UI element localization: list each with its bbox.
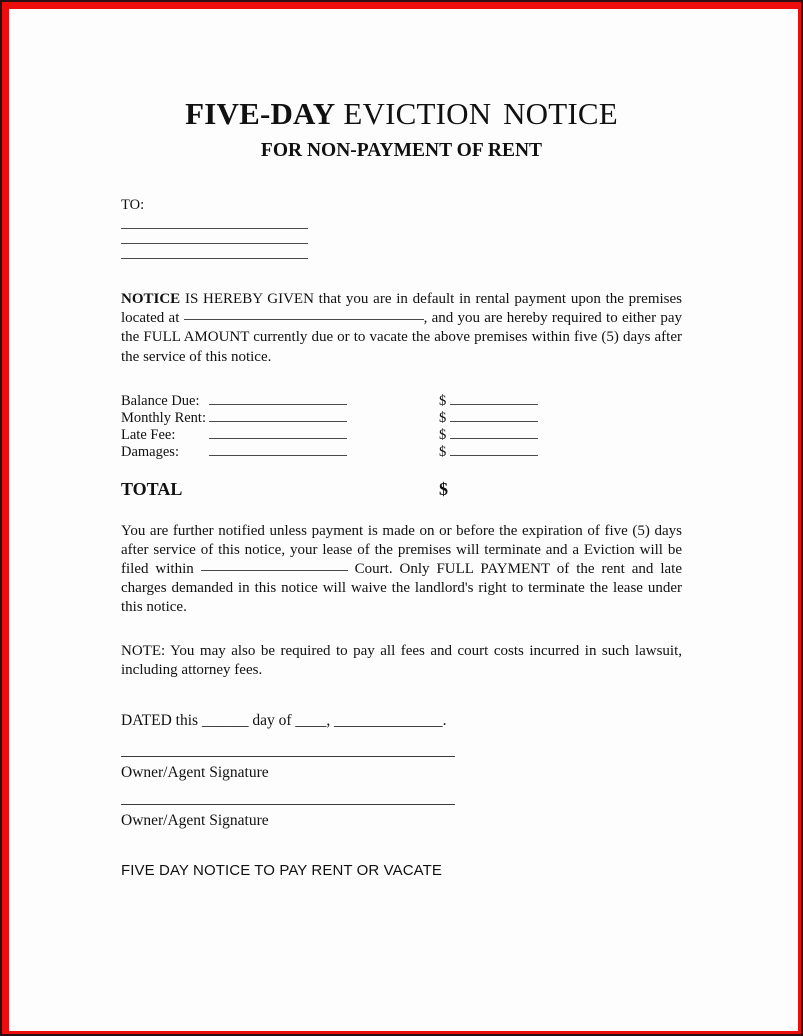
recipient-blank-line-1[interactable] — [121, 228, 308, 229]
signature-label-2: Owner/Agent Signature — [121, 812, 269, 830]
further-notice-paragraph — [121, 500, 682, 618]
amount-row-monthly-rent — [121, 409, 682, 426]
currency-symbol: $ — [439, 392, 447, 409]
amount-label: Late Fee: — [121, 426, 176, 443]
note-paragraph: NOTE: You may also be required to pay all fees and court costs incurred in such lawsuit, including attorney fees. — [121, 642, 682, 678]
signature-block-1 — [121, 730, 682, 782]
eviction-notice-document — [121, 0, 682, 879]
further-text-after-blank: Court. Only FULL PAYMENT of the rent and late charges demanded in this notice will waive the landlord's right to terminate the lease under this notice. — [121, 561, 682, 616]
amount-blank-line[interactable] — [209, 426, 347, 439]
amount-label: Damages: — [121, 443, 179, 460]
total-currency-symbol: $ — [439, 478, 448, 499]
signature-label-1: Owner/Agent Signature — [121, 764, 269, 782]
premises-address-blank[interactable] — [184, 319, 424, 320]
amount-blank-line[interactable] — [209, 392, 347, 405]
recipient-blank-lines — [121, 214, 682, 259]
court-name-blank[interactable] — [201, 570, 348, 571]
amounts-table — [121, 367, 682, 500]
recipient-blank-line-3[interactable] — [121, 258, 308, 259]
title-spacer — [491, 96, 503, 131]
amount-blank-line[interactable] — [209, 443, 347, 456]
amount-row-damages — [121, 443, 682, 460]
currency-symbol: $ — [439, 409, 447, 426]
dated-line: DATED this ______ day of ____, ______________. — [121, 712, 447, 730]
total-label: TOTAL — [121, 478, 183, 499]
further-text-before-blank: You are further notified unless payment is made on or before the expiration of five (5) days after service of this notice, your lease of the premises will terminate and a Eviction will be filed within — [121, 522, 682, 578]
amount-blank-line[interactable] — [209, 409, 347, 422]
amount-value-blank[interactable] — [450, 426, 538, 439]
page-subtitle: FOR NON-PAYMENT OF RENT — [260, 139, 543, 161]
amount-row-late-fee — [121, 426, 682, 443]
recipient-blank-line-2[interactable] — [121, 243, 308, 244]
amount-row-total — [121, 460, 682, 500]
notice-paragraph — [121, 273, 682, 367]
amount-value-blank[interactable] — [450, 409, 538, 422]
currency-symbol: $ — [439, 426, 447, 443]
page-title — [121, 0, 682, 131]
notice-text-before-blank: IS HEREBY GIVEN that you are in default in rental payment upon the premises located at — [121, 290, 682, 327]
footer-caption: FIVE DAY NOTICE TO PAY RENT OR VACATE — [121, 862, 442, 880]
amount-label: Monthly Rent: — [121, 409, 206, 426]
title-bold-segment: FIVE-DAY — [185, 96, 336, 131]
title-segment-eviction: EVICTION — [343, 96, 492, 131]
notice-text-after-blank: , and you are hereby required to either pay the FULL AMOUNT currently due or to vacate the above premises within five (5) days after the service of this notice. — [121, 310, 682, 365]
currency-symbol: $ — [439, 443, 447, 460]
amount-label: Balance Due: — [121, 392, 200, 409]
signature-block-2 — [121, 782, 682, 830]
amount-value-blank[interactable] — [450, 443, 538, 456]
recipient-label: TO: — [121, 196, 145, 213]
notice-lead-bold: NOTICE — [121, 290, 181, 307]
amount-value-blank[interactable] — [450, 392, 538, 405]
title-segment-notice: NOTICE — [503, 96, 618, 131]
amount-row-balance-due — [121, 392, 682, 409]
